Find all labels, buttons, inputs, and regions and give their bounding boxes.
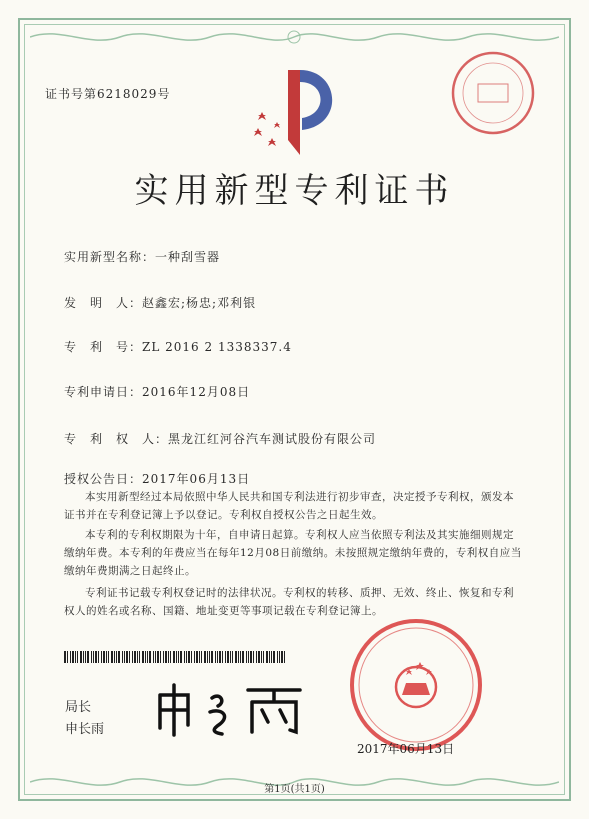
barcode-bar — [238, 651, 239, 663]
barcode-bar — [227, 651, 229, 663]
barcode-bar — [122, 651, 123, 663]
body-paragraph: 本实用新型经过本局依照中华人民共和国专利法进行初步审查，决定授予专利权，颁发本证书并在专利登记簿上予以登记。专利权自授权公告之日起生效。 — [64, 491, 514, 521]
barcode-bar — [273, 651, 275, 663]
barcode-bar — [242, 651, 244, 663]
body-paragraph: 本专利的专利权期限为十年，自申请日起算。专利权人应当依照专利法及其实施细则规定缴纳年费。本专利的年费应当在每年12月08日前缴纳。未按照规定缴纳年费的，专利权自应当缴纳年费期满之日起终止。 — [64, 529, 522, 577]
barcode-bar — [222, 651, 223, 663]
barcode-bar — [77, 651, 78, 663]
barcode-bar — [64, 651, 66, 663]
cnipa-logo-icon — [240, 60, 350, 165]
barcode-icon — [64, 651, 286, 663]
barcode-bar — [87, 651, 89, 663]
barcode-bar — [211, 651, 213, 663]
top-ornament — [30, 26, 559, 48]
barcode-bar — [137, 651, 138, 663]
field-value: 2016年12月08日 — [142, 385, 251, 399]
barcode-bar — [116, 651, 117, 663]
field-label: 授权公告日： — [64, 472, 143, 486]
director-name: 申长雨 — [65, 722, 105, 737]
barcode-bar — [93, 651, 94, 663]
barcode-bar — [98, 651, 99, 663]
field-patent-no — [64, 338, 292, 355]
barcode-bar — [124, 651, 125, 663]
barcode-bar — [207, 651, 208, 663]
barcode-bar — [155, 651, 156, 663]
field-label: 专 利 号： — [64, 340, 143, 354]
barcode-bar — [163, 651, 164, 663]
barcode-bar — [153, 651, 154, 663]
barcode-bar — [139, 651, 140, 663]
barcode-bar — [170, 651, 171, 663]
barcode-bar — [173, 651, 175, 663]
field-value: 2017年06月13日 — [142, 472, 251, 486]
barcode-bar — [225, 651, 226, 663]
barcode-bar — [180, 651, 182, 663]
director-signature-icon — [150, 680, 315, 740]
barcode-bar — [91, 651, 92, 663]
barcode-bar — [145, 651, 146, 663]
barcode-bar — [209, 651, 210, 663]
barcode-bar — [201, 651, 202, 663]
barcode-bar — [72, 651, 74, 663]
field-application-date — [64, 383, 250, 400]
field-label: 专 利 权 人： — [64, 432, 169, 446]
barcode-bar — [149, 651, 151, 663]
field-patentee — [64, 430, 376, 447]
barcode-bar — [269, 651, 270, 663]
barcode-bar — [83, 651, 84, 663]
barcode-bar — [67, 651, 68, 663]
barcode-bar — [219, 651, 221, 663]
field-value: 黑龙江红河谷汽车测试股份有限公司 — [168, 432, 377, 446]
barcode-bar — [217, 651, 218, 663]
field-value: 赵鑫宏;杨忠;邓利银 — [142, 296, 257, 310]
barcode-bar — [101, 651, 102, 663]
barcode-bar — [70, 651, 71, 663]
barcode-bar — [85, 651, 86, 663]
barcode-bar — [75, 651, 76, 663]
barcode-bar — [168, 651, 169, 663]
barcode-bar — [178, 651, 179, 663]
body-paragraph: 专利证书记载专利权登记时的法律状况。专利权的转移、质押、无效、终止、恢复和专利权人的姓名或名称、国籍、地址变更等事项记载在专利登记簿上。 — [64, 587, 514, 617]
barcode-bar — [232, 651, 233, 663]
official-seal-icon — [346, 615, 486, 755]
barcode-bar — [258, 651, 260, 663]
barcode-bar — [204, 651, 206, 663]
barcode-bar — [230, 651, 231, 663]
field-grant-date — [64, 470, 250, 487]
page-number: 第1页(共1页) — [264, 784, 325, 795]
barcode-bar — [266, 651, 268, 663]
barcode-bar — [95, 651, 97, 663]
barcode-bar — [106, 651, 107, 663]
field-value: ZL 2016 2 1338337.4 — [142, 340, 292, 354]
barcode-bar — [165, 651, 167, 663]
barcode-bar — [147, 651, 148, 663]
barcode-bar — [142, 651, 144, 663]
barcode-bar — [126, 651, 128, 663]
barcode-bar — [186, 651, 187, 663]
field-value: 一种刮雪器 — [155, 250, 221, 264]
barcode-bar — [277, 651, 278, 663]
field-label: 发 明 人： — [64, 296, 143, 310]
barcode-bar — [111, 651, 113, 663]
barcode-bar — [256, 651, 257, 663]
barcode-bar — [281, 651, 283, 663]
field-label: 专利申请日： — [64, 385, 143, 399]
barcode-bar — [279, 651, 280, 663]
barcode-bar — [196, 651, 198, 663]
barcode-bar — [199, 651, 200, 663]
tax-seal-icon — [448, 48, 538, 138]
field-name — [64, 248, 220, 265]
barcode-bar — [176, 651, 177, 663]
barcode-bar — [253, 651, 254, 663]
barcode-bar — [235, 651, 237, 663]
barcode-bar — [184, 651, 185, 663]
barcode-bar — [103, 651, 105, 663]
director-title: 局长 — [65, 700, 92, 715]
barcode-bar — [263, 651, 264, 663]
barcode-bar — [157, 651, 159, 663]
barcode-bar — [194, 651, 195, 663]
field-label: 实用新型名称： — [64, 250, 156, 264]
barcode-bar — [118, 651, 120, 663]
barcode-bar — [108, 651, 109, 663]
barcode-bar — [248, 651, 249, 663]
barcode-bar — [284, 651, 285, 663]
barcode-bar — [160, 651, 161, 663]
barcode-bar — [240, 651, 241, 663]
barcode-bar — [80, 651, 82, 663]
barcode-bar — [134, 651, 136, 663]
certificate-number: 证书号第6218029号 — [45, 87, 171, 101]
barcode-bar — [188, 651, 190, 663]
barcode-bar — [132, 651, 133, 663]
barcode-bar — [191, 651, 192, 663]
certificate-title: 实用新型专利证书 — [134, 171, 455, 211]
issue-date: 2017年06月13日 — [357, 742, 455, 756]
barcode-bar — [250, 651, 252, 663]
barcode-bar — [114, 651, 115, 663]
barcode-bar — [129, 651, 130, 663]
barcode-bar — [271, 651, 272, 663]
barcode-bar — [215, 651, 216, 663]
field-inventor — [64, 294, 256, 311]
barcode-bar — [246, 651, 247, 663]
barcode-bar — [261, 651, 262, 663]
